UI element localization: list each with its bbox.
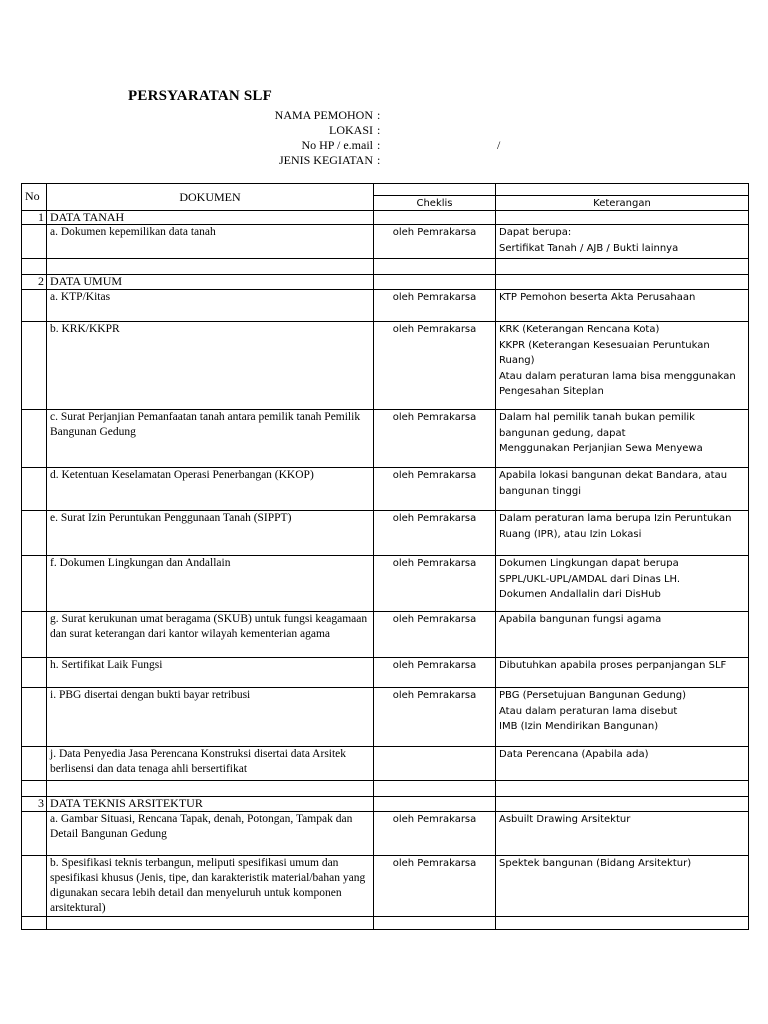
jenis-kegiatan-colon: : — [377, 153, 381, 167]
cheklis-cell — [374, 747, 496, 781]
cheklis-cell: oleh Pemrakarsa — [374, 290, 496, 322]
table-row — [22, 658, 749, 688]
keterangan-cell: Apabila lokasi bangunan dekat Bandara, atau bangunan tinggi — [496, 468, 749, 511]
keterangan-cell: Dalam hal pemilik tanah bukan pemilik bangunan gedung, dapat Menggunakan Perjanjian Sewa Menyewa — [496, 410, 749, 468]
keterangan-cell: Dalam peraturan lama berupa Izin Peruntukan Ruang (IPR), atau Izin Lokasi — [496, 511, 749, 556]
col-header-keterangan: Keterangan — [496, 196, 749, 211]
section-number: 1 — [22, 211, 47, 225]
table-row — [22, 688, 749, 747]
table-row — [22, 225, 749, 259]
cheklis-cell: oleh Pemrakarsa — [374, 612, 496, 658]
cheklis-cell: oleh Pemrakarsa — [374, 658, 496, 688]
table-row — [22, 812, 749, 856]
table-row — [22, 511, 749, 556]
dokumen-cell: a. Dokumen kepemilikan data tanah — [47, 225, 374, 259]
contact-label: No HP / e.mail — [301, 138, 373, 152]
dokumen-cell: i. PBG disertai dengan bukti bayar retribusi — [47, 688, 374, 747]
table-row — [22, 856, 749, 917]
cheklis-cell: oleh Pemrakarsa — [374, 688, 496, 747]
dokumen-cell: a. Gambar Situasi, Rencana Tapak, denah, Potongan, Tampak dan Detail Bangunan Gedung — [47, 812, 374, 856]
cheklis-cell: oleh Pemrakarsa — [374, 468, 496, 511]
lokasi-label: LOKASI — [329, 123, 373, 137]
dokumen-cell: a. KTP/Kitas — [47, 290, 374, 322]
dokumen-cell: g. Surat kerukunan umat beragama (SKUB) untuk fungsi keagamaan dan surat keterangan dari kantor wilayah kementerian agama — [47, 612, 374, 658]
dokumen-cell: b. KRK/KKPR — [47, 322, 374, 410]
jenis-kegiatan-label: JENIS KEGIATAN — [278, 153, 373, 167]
section-number: 2 — [22, 275, 47, 290]
dokumen-cell: j. Data Penyedia Jasa Perencana Konstruksi disertai data Arsitek berlisensi dan data tenaga ahli bersertifikat — [47, 747, 374, 781]
document-title: PERSYARATAN SLF — [128, 88, 272, 104]
requirements-table — [21, 183, 749, 930]
table-row — [22, 410, 749, 468]
section-row — [22, 211, 749, 225]
table-row — [22, 468, 749, 511]
col-header-cheklis: Cheklis — [374, 196, 496, 211]
col-header-no: No — [22, 184, 47, 211]
dokumen-cell: e. Surat Izin Peruntukan Penggunaan Tanah (SIPPT) — [47, 511, 374, 556]
cheklis-cell: oleh Pemrakarsa — [374, 511, 496, 556]
table-row — [22, 322, 749, 410]
section-title: DATA TEKNIS ARSITEKTUR — [47, 797, 374, 812]
spacer-row — [22, 781, 749, 797]
spacer-row — [22, 259, 749, 275]
keterangan-cell: KRK (Keterangan Rencana Kota) KKPR (Keterangan Kesesuaian Peruntukan Ruang) Atau dalam peraturan lama bisa menggunakan Pengesahan Siteplan — [496, 322, 749, 410]
table-row — [22, 747, 749, 781]
cheklis-cell: oleh Pemrakarsa — [374, 322, 496, 410]
cheklis-cell: oleh Pemrakarsa — [374, 556, 496, 612]
cheklis-cell: oleh Pemrakarsa — [374, 856, 496, 917]
keterangan-cell: Dokumen Lingkungan dapat berupa SPPL/UKL-UPL/AMDAL dari Dinas LH. Dokumen Andallalin dari DisHub — [496, 556, 749, 612]
dokumen-cell: c. Surat Perjanjian Pemanfaatan tanah antara pemilik tanah Pemilik Bangunan Gedung — [47, 410, 374, 468]
cheklis-cell: oleh Pemrakarsa — [374, 410, 496, 468]
nama-pemohon-label: NAMA PEMOHON — [274, 108, 373, 122]
keterangan-cell: Asbuilt Drawing Arsitektur — [496, 812, 749, 856]
section-title: DATA UMUM — [47, 275, 374, 290]
cheklis-cell: oleh Pemrakarsa — [374, 225, 496, 259]
keterangan-cell: Spektek bangunan (Bidang Arsitektur) — [496, 856, 749, 917]
keterangan-cell: Dapat berupa: Sertifikat Tanah / AJB / Bukti lainnya — [496, 225, 749, 259]
table-row — [22, 612, 749, 658]
table-row — [22, 556, 749, 612]
keterangan-cell: KTP Pemohon beserta Akta Perusahaan — [496, 290, 749, 322]
nama-pemohon-colon: : — [377, 108, 381, 122]
section-title: DATA TANAH — [47, 211, 374, 225]
lokasi-colon: : — [377, 123, 381, 137]
cheklis-cell: oleh Pemrakarsa — [374, 812, 496, 856]
dokumen-cell: h. Sertifikat Laik Fungsi — [47, 658, 374, 688]
section-row — [22, 275, 749, 290]
dokumen-cell: d. Ketentuan Keselamatan Operasi Penerbangan (KKOP) — [47, 468, 374, 511]
contact-separator: / — [497, 138, 501, 152]
spacer-row — [22, 917, 749, 930]
dokumen-cell: b. Spesifikasi teknis terbangun, meliputi spesifikasi umum dan spesifikasi khusus (Jenis, tipe, dan karakteristik material/bahan yang digunakan secara lebih detail dan menyeluruh untuk komponen arsitektural) — [47, 856, 374, 917]
section-row — [22, 797, 749, 812]
keterangan-cell: Data Perencana (Apabila ada) — [496, 747, 749, 781]
keterangan-cell: Dibutuhkan apabila proses perpanjangan SLF — [496, 658, 749, 688]
table-row — [22, 290, 749, 322]
table-header-row — [22, 184, 749, 196]
keterangan-cell: Apabila bangunan fungsi agama — [496, 612, 749, 658]
contact-colon: : — [377, 138, 381, 152]
section-number: 3 — [22, 797, 47, 812]
col-header-dokumen: DOKUMEN — [47, 184, 374, 211]
keterangan-cell: PBG (Persetujuan Bangunan Gedung) Atau dalam peraturan lama disebut IMB (Izin Mendirikan Bangunan) — [496, 688, 749, 747]
dokumen-cell: f. Dokumen Lingkungan dan Andallain — [47, 556, 374, 612]
